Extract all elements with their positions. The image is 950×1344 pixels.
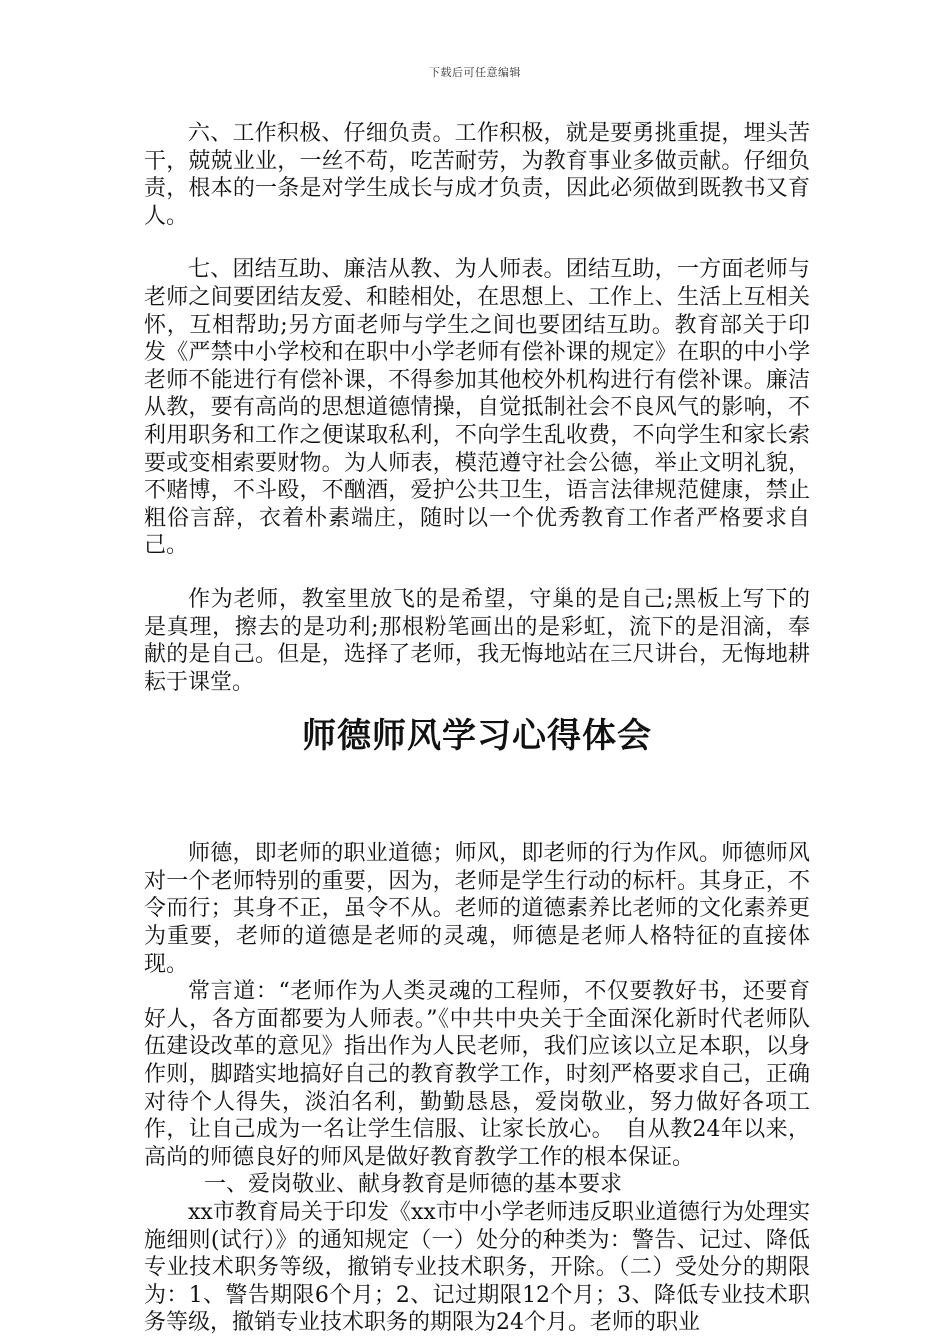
paragraph-regulation: xx市教育局关于印发《xx市中小学老师违反职业道德行为处理实施细则(试行）》的通知规定（一）处分的种类为：警告、记过、降低专业技术职务等级，撤销专业技术职务，开除。（二）受处分的期限为：1、警告期限6个月；2、记过期限12个月；3、降低专业技术职务等级，撤销专业技术职务的期限为24个月。老师的职业 bbox=[144, 1200, 810, 1336]
page-header-note: 下载后可任意编辑 bbox=[429, 66, 521, 79]
title-spacer bbox=[144, 768, 810, 840]
document-body bbox=[144, 120, 810, 1337]
paragraph-six: 六、工作积极、仔细负责。工作积极，就是要勇挑重提，埋头苦干，兢兢业业，一丝不苟，吃苦耐劳，为教育事业多做贡献。仔细负责，根本的一条是对学生成长与成才负责，因此必须做到既教书又育人。 bbox=[144, 121, 810, 229]
paragraph-closing: 作为老师，教室里放飞的是希望，守巢的是自己;黑板上写下的是真理，擦去的是功利;那根粉笔画出的是彩虹，流下的是泪滴，奉献的是自己。但是，选择了老师，我无悔地站在三尺讲台，无悔地耕耘于课堂。 bbox=[144, 586, 810, 695]
paragraph-intro: 师德，即老师的职业道德；师风，即老师的行为作风。师德师风对一个老师特别的重要，因为，老师是学生行动的标杆。其身正，不令而行；其身不正，虽令不从。老师的道德素养比老师的文化素养更为重要，老师的道德是老师的灵魂，师德是老师人格特征的直接体现。 bbox=[144, 841, 810, 977]
document-title: 师德师风学习心得体会 bbox=[302, 716, 652, 757]
paragraph-seven: 七、团结互助、廉洁从教、为人师表。团结互助，一方面老师与老师之间要团结友爱、和睦相处，在思想上、工作上、生活上互相关怀，互相帮助;另方面老师与学生之间也要团结互助。教育部关于印发《严禁中小学校和在职中小学老师有偿补课的规定》在职的中小学老师不能进行有偿补课，不得参加其他校外机构进行有偿补课。廉洁从教，要有高尚的思想道德情操，自觉抵制社会不良风气的影响，不利用职务和工作之便谋取私利，不向学生乱收费，不向学生和家长索要或变相索要财物。为人师表，模范遵守社会公德，举止文明礼貌，不赌博，不斗殴，不酗酒，爱护公共卫生，语言法律规范健康，禁止粗俗言辞，衣着朴素端庄，随时以一个优秀教育工作者严格要求自己。 bbox=[144, 257, 810, 559]
section-heading: 一、爱岗敬业、献身教育是师德的基本要求 bbox=[204, 1172, 623, 1198]
paragraph-spacer bbox=[144, 560, 810, 586]
paragraph-spacer bbox=[144, 230, 810, 256]
paragraph-saying: 常言道：“老师作为人类灵魂的工程师，不仅要教好书，还要育好人，各方面都要为人师表。”《中共中央关于全面深化新时代老师队伍建设改革的意见》指出作为人民老师，我们应该以立足本职，以身作则，脚踏实地搞好自己的教育教学工作，时刻严格要求自己，正确对待个人得失，淡泊名利，勤勤恳恳，爱岗敬业，努力做好各项工作，让自己成为一名让学生信服、让家长放心。 自从教24年以来，高尚的师德良好的师风是做好教育教学工作的根本保证。 bbox=[144, 979, 810, 1170]
